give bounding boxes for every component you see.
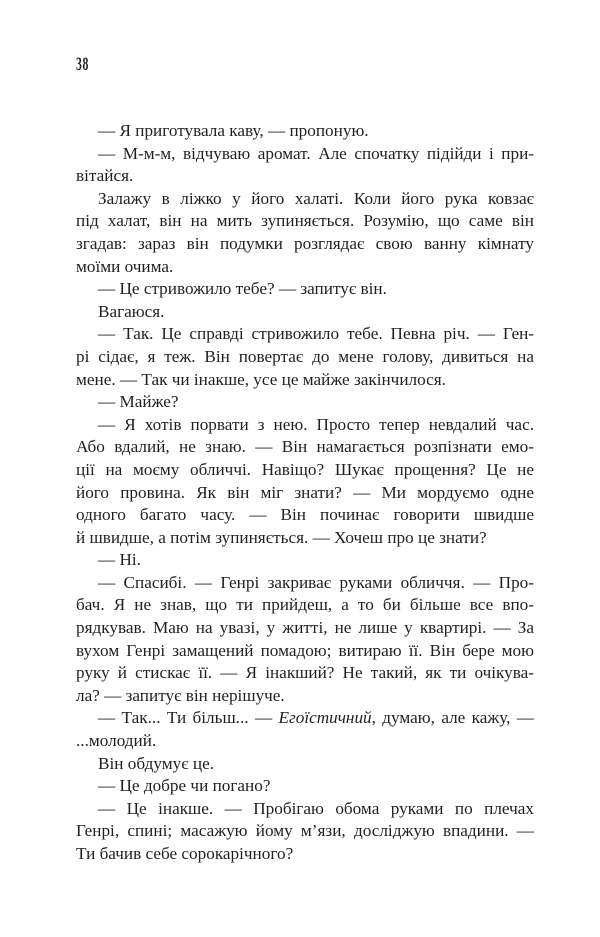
text-line: згадав: зараз він подумки розглядає свою ванну кімнату <box>76 233 534 253</box>
paragraph <box>76 188 534 278</box>
text-line: моїми очима. <box>76 256 174 276</box>
text-line: ції на моєму обличчі. Навіщо? Шукає прощення? Це не <box>76 459 534 479</box>
paragraph <box>76 753 534 776</box>
text-line: — М-м-м, відчуваю аромат. Але спочатку підійди і при- <box>98 143 534 163</box>
text-line: вухом Генрі замащений помадою; витираю її. Він бере мою <box>76 640 534 660</box>
text-line: ла? — запитує він нерішуче. <box>76 685 285 705</box>
text-line: мене. — Так чи інакше, усе це майже закінчилося. <box>76 369 446 389</box>
text-line: — Ні. <box>98 550 141 570</box>
text-line: Генрі, спині; масажую йому м’язи, досліджую впадини. — <box>76 821 534 841</box>
paragraph <box>76 798 534 866</box>
paragraph <box>76 707 534 752</box>
text-line: — Спасибі. — Генрі закриває руками обличчя. — Про- <box>98 572 534 592</box>
body-text <box>76 120 534 866</box>
text-line: — Це інакше. — Пробігаю обома руками по плечах <box>98 798 534 818</box>
text-line: Вагаюся. <box>98 301 165 321</box>
text-line: рі сідає, я теж. Він повертає до мене голову, дивиться на <box>76 346 534 366</box>
paragraph <box>76 414 534 550</box>
italic-text: Егоїстичний <box>278 708 372 728</box>
text-line: Або вдалий, не знаю. — Він намагається розпізнати емо- <box>76 437 534 457</box>
text-line: одного багато часу. — Він починає говорити швидше <box>76 505 534 525</box>
text-line <box>76 707 534 730</box>
paragraph <box>76 775 534 798</box>
paragraph <box>76 391 534 414</box>
text-line: — Це стривожило тебе? — запитує він. <box>98 279 387 299</box>
text-line: рядкував. Маю на увазі, у житті, не лише у квартирі. — За <box>76 618 534 638</box>
text-line: вітайся. <box>76 166 134 186</box>
text-line: Він обдумує це. <box>98 753 215 773</box>
page-number: 38 <box>76 54 90 75</box>
paragraph <box>76 323 534 391</box>
paragraph <box>76 278 534 301</box>
text-line: бач. Я не знав, що ти прийдеш, а то би більше все впо- <box>76 595 534 615</box>
text-line: його провина. Як він міг знати? — Ми мордуємо одне <box>76 482 534 502</box>
text-line: під халат, він на мить зупиняється. Розумію, що саме він <box>76 211 534 231</box>
text-line: — Це добре чи погано? <box>98 776 271 796</box>
text-line: — Я приготувала каву, — пропоную. <box>98 121 369 140</box>
text-line: ...молодий. <box>76 731 157 751</box>
text-segment: , думаю, але кажу, — <box>371 708 534 728</box>
text-line: — Я хотів порвати з нею. Просто тепер невдалий час. <box>98 414 534 434</box>
text-line: — Майже? <box>98 392 179 412</box>
paragraph <box>76 572 534 708</box>
paragraph <box>76 143 534 188</box>
text-line: й швидше, а потім зупиняється. — Хочеш про це знати? <box>76 527 487 547</box>
text-line: — Так. Це справді стривожило тебе. Певна річ. — Ген- <box>98 324 534 344</box>
paragraph <box>76 301 534 324</box>
text-line: Ти бачив себе сорокарічного? <box>76 844 294 863</box>
text-segment: — Так... Ти більш... — <box>98 708 279 728</box>
text-line: Залажу в ліжко у його халаті. Коли його рука ковзає <box>98 188 534 208</box>
paragraph <box>76 120 534 143</box>
text-line: руку й стискає її. — Я інакший? Не такий, як ти очікува- <box>76 663 534 683</box>
paragraph <box>76 549 534 572</box>
